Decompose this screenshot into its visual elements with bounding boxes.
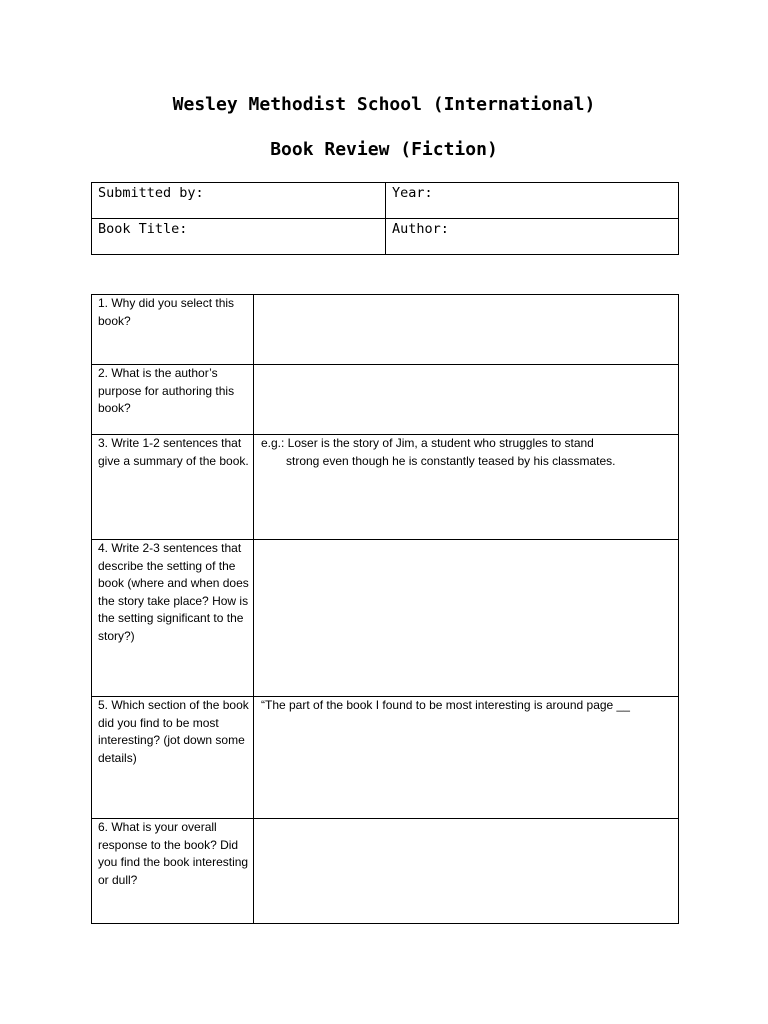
table-row [92, 819, 679, 924]
answer-4[interactable] [254, 540, 679, 697]
table-row [92, 435, 679, 540]
school-name: Wesley Methodist School (International) [172, 94, 596, 115]
submitted-by-field[interactable] [92, 183, 386, 219]
submitted-by-label: Submitted by: [98, 185, 204, 201]
info-table [91, 182, 679, 255]
answer-2[interactable] [254, 365, 679, 435]
form-title: Book Review (Fiction) [270, 139, 498, 160]
book-title-field[interactable] [92, 219, 386, 255]
answer-6[interactable] [254, 819, 679, 924]
answer-3-example-line1: e.g.: Loser is the story of Jim, a student who struggles to stand [261, 436, 594, 450]
table-row [92, 697, 679, 819]
author-label: Author: [392, 221, 449, 237]
year-field[interactable] [386, 183, 679, 219]
answer-3-example-line2: strong even though he is constantly teased by his classmates. [286, 453, 616, 468]
question-4: 4. Write 2-3 sentences that describe the setting of the book (where and when does the story take place? How is the setting significant to the story?) [92, 540, 254, 697]
answer-3[interactable] [254, 435, 679, 540]
question-2: 2. What is the author’s purpose for authoring this book? [92, 365, 254, 435]
info-row [92, 183, 679, 219]
answer-5[interactable] [254, 697, 679, 819]
question-5: 5. Which section of the book did you find to be most interesting? (jot down some details) [92, 697, 254, 819]
book-title-label: Book Title: [98, 221, 188, 237]
answer-1[interactable] [254, 295, 679, 365]
table-row [92, 540, 679, 697]
question-6: 6. What is your overall response to the book? Did you find the book interesting or dull? [92, 819, 254, 924]
question-1: 1. Why did you select this book? [92, 295, 254, 365]
answer-5-prompt: “The part of the book I found to be most interesting is around page __ [261, 698, 630, 712]
questions-table [91, 294, 679, 924]
table-row [92, 295, 679, 365]
info-row [92, 219, 679, 255]
author-field[interactable] [386, 219, 679, 255]
year-label: Year: [392, 185, 433, 201]
table-row [92, 365, 679, 435]
question-3: 3. Write 1-2 sentences that give a summary of the book. [92, 435, 254, 540]
